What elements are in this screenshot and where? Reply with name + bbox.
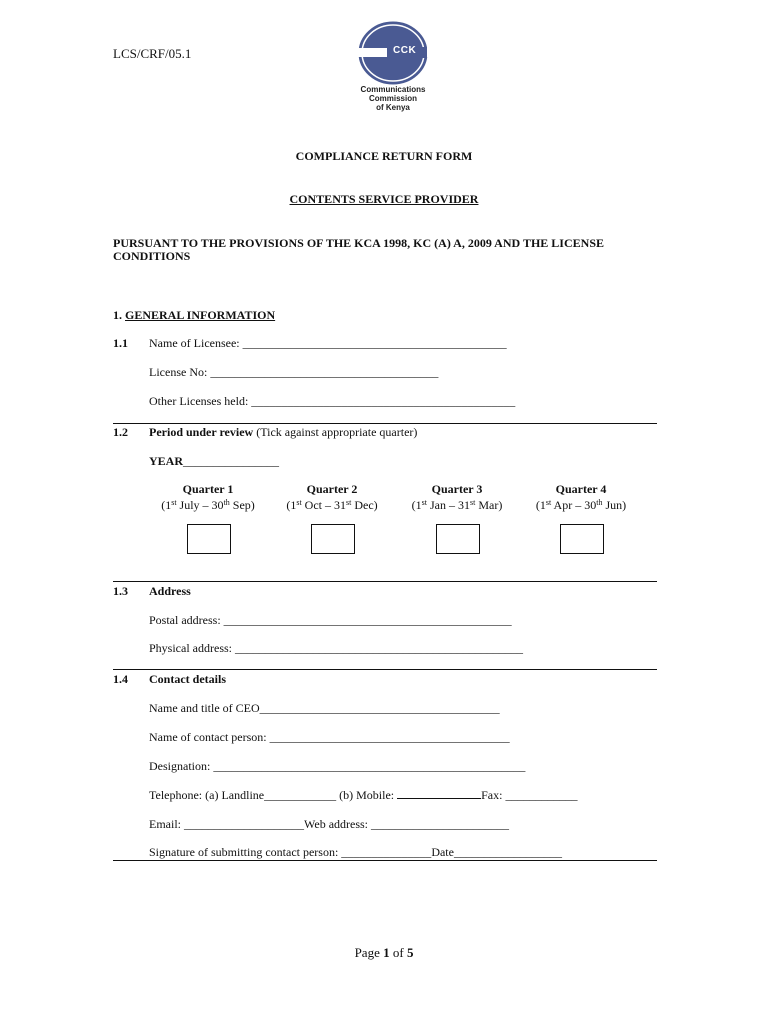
mobile-blank[interactable] [397, 788, 481, 799]
pursuant-line-2: CONDITIONS [113, 249, 191, 263]
divider [113, 423, 657, 424]
physical-address-field[interactable]: Physical address: ________________________________________________ [149, 641, 523, 655]
contact-details-heading: Contact details [149, 672, 226, 686]
quarter-range: (1st Oct – 31st Dec) [286, 498, 378, 512]
quarter-label: Quarter 4 [555, 482, 607, 496]
fax-field[interactable]: Fax: ____________ [481, 788, 578, 802]
telephone-field[interactable]: Telephone: (a) Landline____________ (b) Mobile: [149, 788, 398, 802]
logo-abbreviation: CCK [393, 45, 417, 56]
web-address-field[interactable]: Web address: _______________________ [304, 817, 510, 831]
designation-field[interactable]: Designation: ____________________________________________________ [149, 759, 526, 773]
page-total: 5 [406, 945, 414, 960]
license-number-field[interactable]: License No: ______________________________________ [149, 365, 439, 379]
quarter-label: Quarter 1 [182, 482, 234, 496]
quarter-label: Quarter 2 [306, 482, 358, 496]
ceo-name-field[interactable]: Name and title of CEO________________________________________ [149, 701, 500, 715]
other-licenses-field[interactable]: Other Licenses held: ____________________________________________ [149, 394, 516, 408]
page-word: Page [354, 945, 380, 960]
section-heading-general-information [113, 308, 275, 323]
licensee-name-field[interactable]: Name of Licensee: ____________________________________________ [149, 336, 507, 350]
period-title: Period under review [149, 425, 254, 439]
divider [113, 669, 657, 670]
quarter-4 [506, 482, 656, 513]
quarter-range: (1st Jan – 31st Mar) [411, 498, 503, 512]
form-title: COMPLIANCE RETURN FORM [295, 149, 473, 163]
divider [113, 581, 657, 582]
email-row[interactable] [149, 817, 509, 832]
year-blank[interactable]: ________________ [183, 454, 280, 468]
subsection-number-1-3: 1.3 [113, 584, 128, 598]
period-note: (Tick against appropriate quarter) [256, 425, 418, 439]
email-field[interactable]: Email: ____________________ [149, 817, 304, 831]
signature-field[interactable]: Signature of submitting contact person: _______________ [149, 845, 432, 859]
form-reference: LCS/CRF/05.1 [113, 46, 192, 61]
pursuant-line-1: PURSUANT TO THE PROVISIONS OF THE KCA 1998, KC (A) A, 2009 AND THE LICENSE [113, 236, 604, 250]
page-footer [0, 945, 768, 961]
address-heading: Address [149, 584, 191, 598]
subsection-number-1-1: 1.1 [113, 336, 128, 350]
date-field[interactable]: Date__________________ [431, 845, 562, 859]
logo-text-line3: of Kenya [376, 103, 410, 112]
year-field[interactable] [149, 454, 279, 469]
logo-text-line2: Commission [368, 94, 417, 103]
quarter-range: (1st Apr – 30th Jun) [535, 498, 627, 512]
quarter-4-checkbox[interactable] [560, 524, 604, 554]
logo-text-line1: Communications [360, 85, 426, 94]
cck-logo [357, 20, 429, 112]
section-title: GENERAL INFORMATION [125, 308, 276, 322]
form-subtitle: CONTENTS SERVICE PROVIDER [289, 192, 479, 206]
period-heading [149, 425, 417, 440]
page-number: 1 [383, 945, 390, 960]
quarter-range: (1st July – 30th Sep) [161, 498, 255, 512]
year-label: YEAR [149, 454, 184, 468]
telephone-row[interactable] [149, 788, 577, 803]
contact-person-field[interactable]: Name of contact person: ________________________________________ [149, 730, 510, 744]
signature-row[interactable] [149, 845, 562, 860]
divider [113, 860, 657, 861]
quarter-1-checkbox[interactable] [187, 524, 231, 554]
quarter-label: Quarter 3 [431, 482, 483, 496]
subsection-number-1-4: 1.4 [113, 672, 128, 686]
quarter-3-checkbox[interactable] [436, 524, 480, 554]
section-number: 1. [113, 308, 122, 322]
of-word: of [392, 945, 404, 960]
quarter-2-checkbox[interactable] [311, 524, 355, 554]
postal-address-field[interactable]: Postal address: ________________________________________________ [149, 613, 512, 627]
subsection-number-1-2: 1.2 [113, 425, 128, 439]
